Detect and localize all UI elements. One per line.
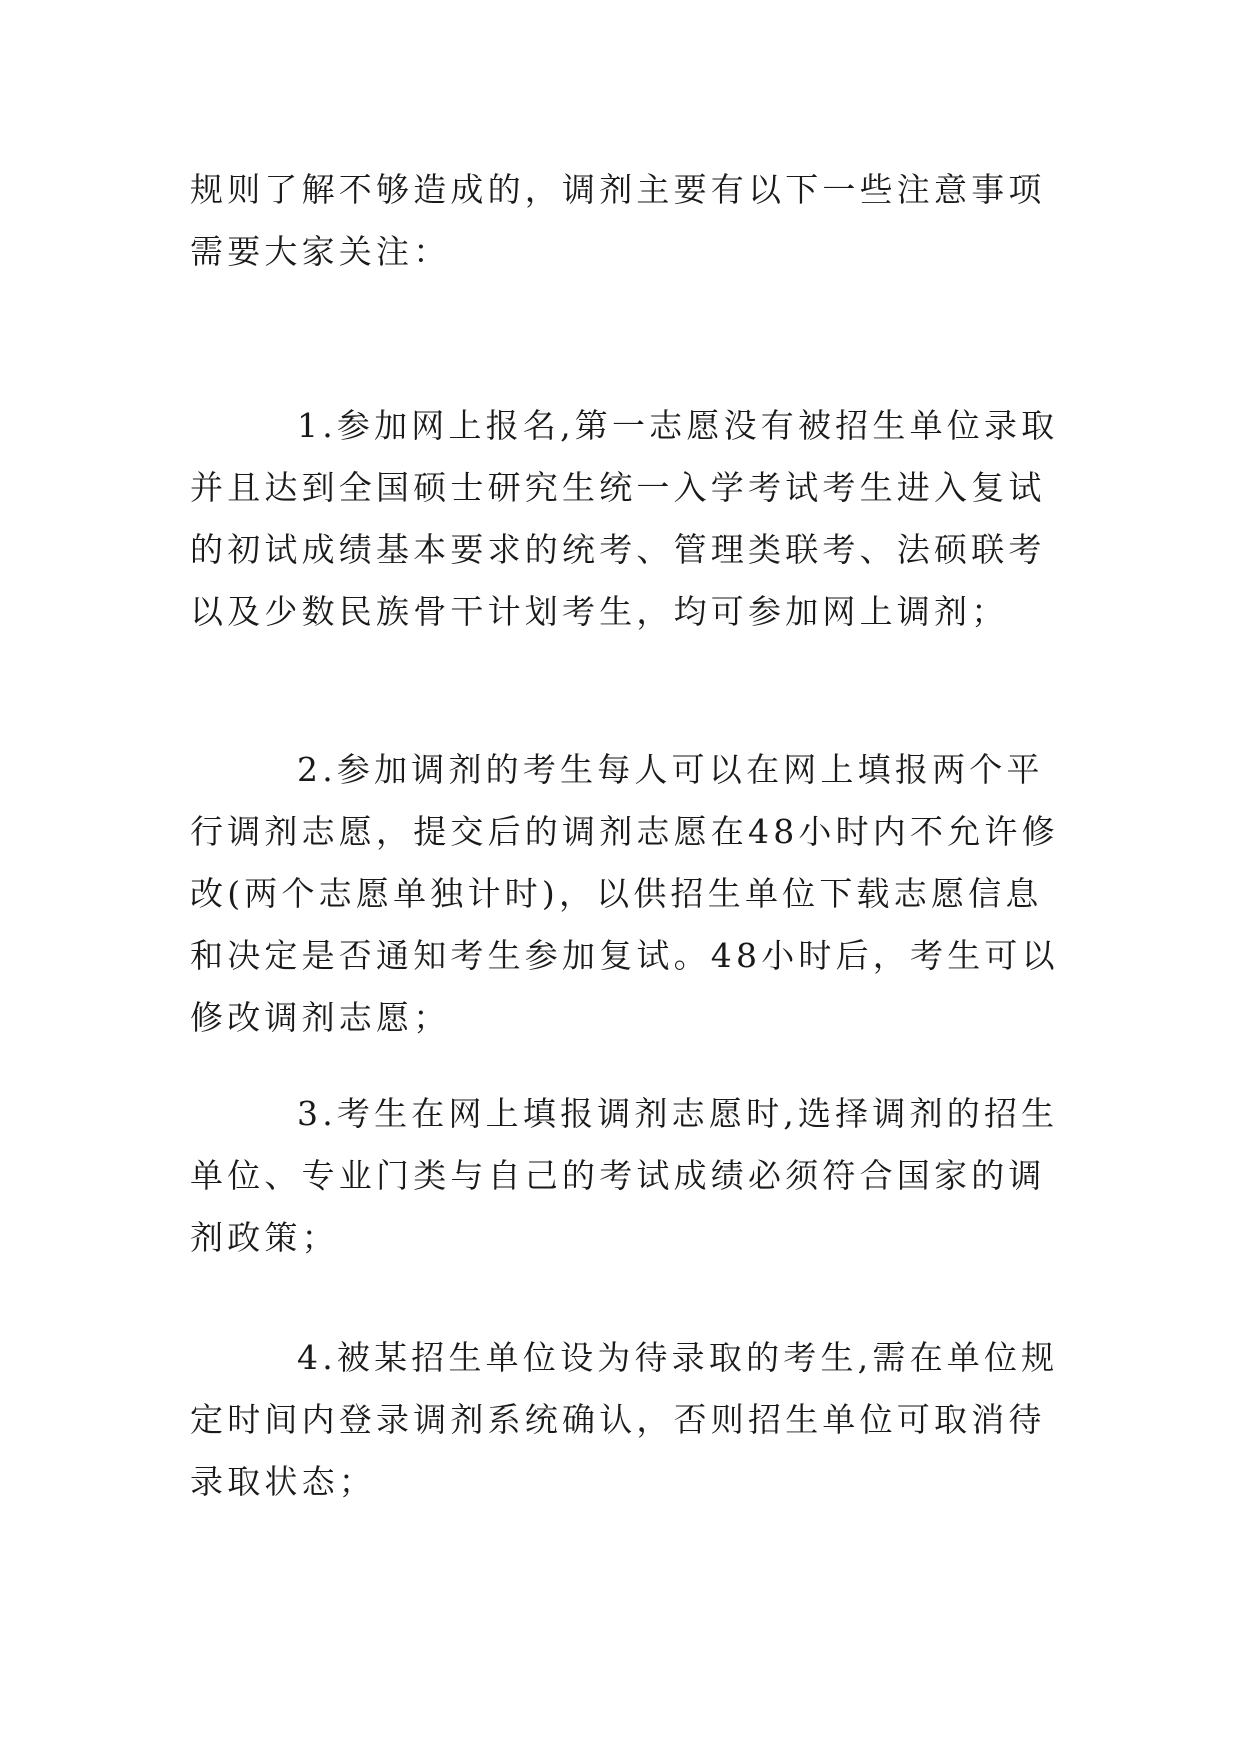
paragraph-intro-continued: 规则了解不够造成的，调剂主要有以下一些注意事项需要大家关注： bbox=[190, 170, 1046, 271]
paragraph-item-2: 2.参加调剂的考生每人可以在网上填报两个平行调剂志愿，提交后的调剂志愿在48小时内不允许修改(两个志愿单独计时)，以供招生单位下载志愿信息和决定是否通知考生参加复试。48小时后，考生可以修改调剂志愿； bbox=[190, 750, 1059, 1037]
paragraph-item-1: 1.参加网上报名,第一志愿没有被招生单位录取并且达到全国硕士研究生统一入学考试考生进入复试的初试成绩基本要求的统考、管理类联考、法硕联考以及少数民族骨干计划考生，均可参加网上调剂； bbox=[190, 406, 1059, 631]
paragraph-item-3: 3.考生在网上填报调剂志愿时,选择调剂的招生单位、专业门类与自己的考试成绩必须符合国家的调剂政策； bbox=[190, 1094, 1059, 1257]
paragraph-item-4: 4.被某招生单位设为待录取的考生,需在单位规定时间内登录调剂系统确认，否则招生单位可取消待录取状态； bbox=[190, 1338, 1059, 1501]
